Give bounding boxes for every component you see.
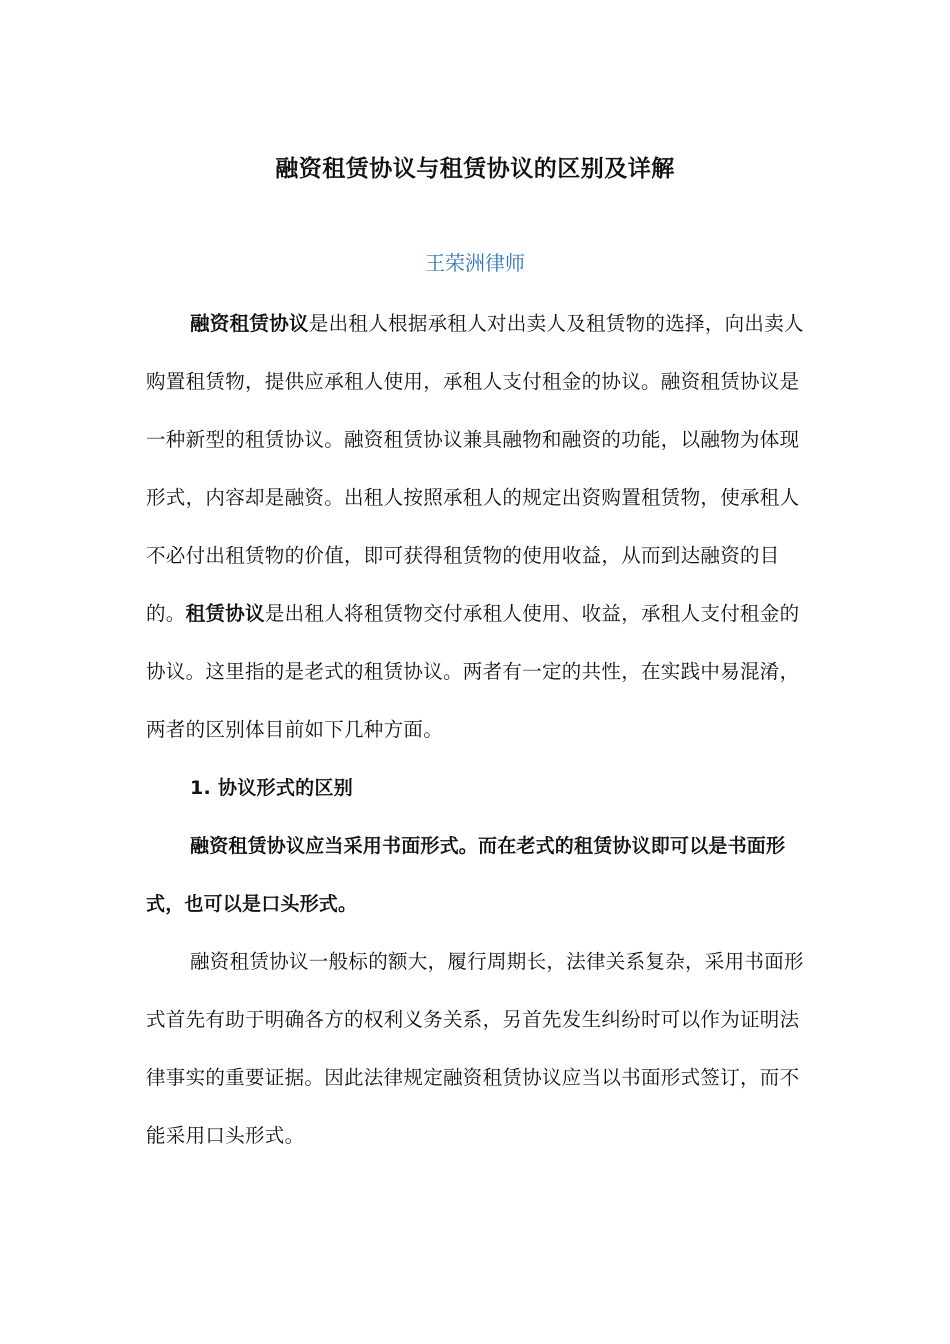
term-lease-agreement: 租赁协议 [185,602,265,625]
section-heading: 1. 协议形式的区别 [190,777,354,799]
term-financial-lease-agreement: 融资租赁协议 [190,312,309,335]
section-key-point: 融资租赁协议应当采用书面形式。而在老式的租赁协议即可以是书面形式，也可以是口头形式。 [146,835,786,915]
paragraph-definitions [146,295,806,759]
document-body [146,295,806,1165]
section-paragraph: 融资租赁协议一般标的额大，履行周期长，法律关系复杂，采用书面形式首先有助于明确各方的权利义务关系，另首先发生纠纷时可以作为证明法律事实的重要证据。因此法律规定融资租赁协议应当以书面形式签订，而不能采用口头形式。 [146,950,804,1147]
paragraph-text: 是出租人将租赁物交付承租人使用、收益，承租人支付租金的协议。这里指的是老式的租赁协议。两者有一定的共性，在实践中易混淆，两者的区别体目前如下几种方面。 [146,602,800,741]
document-author: 王荣洲律师 [425,251,525,275]
paragraph-text: 是出租人根据承租人对出卖人及租赁物的选择，向出卖人购置租赁物，提供应承租人使用，承租人支付租金的协议。融资租赁协议是一种新型的租赁协议。融资租赁协议兼具融物和融资的功能，以融物为体现形式，内容却是融资。出租人按照承租人的规定出资购置租赁物，使承租人不必付出租赁物的价值，即可获得租赁物的使用收益，从而到达融资的目的。 [146,312,804,625]
document-title: 融资租赁协议与租赁协议的区别及详解 [275,156,675,182]
